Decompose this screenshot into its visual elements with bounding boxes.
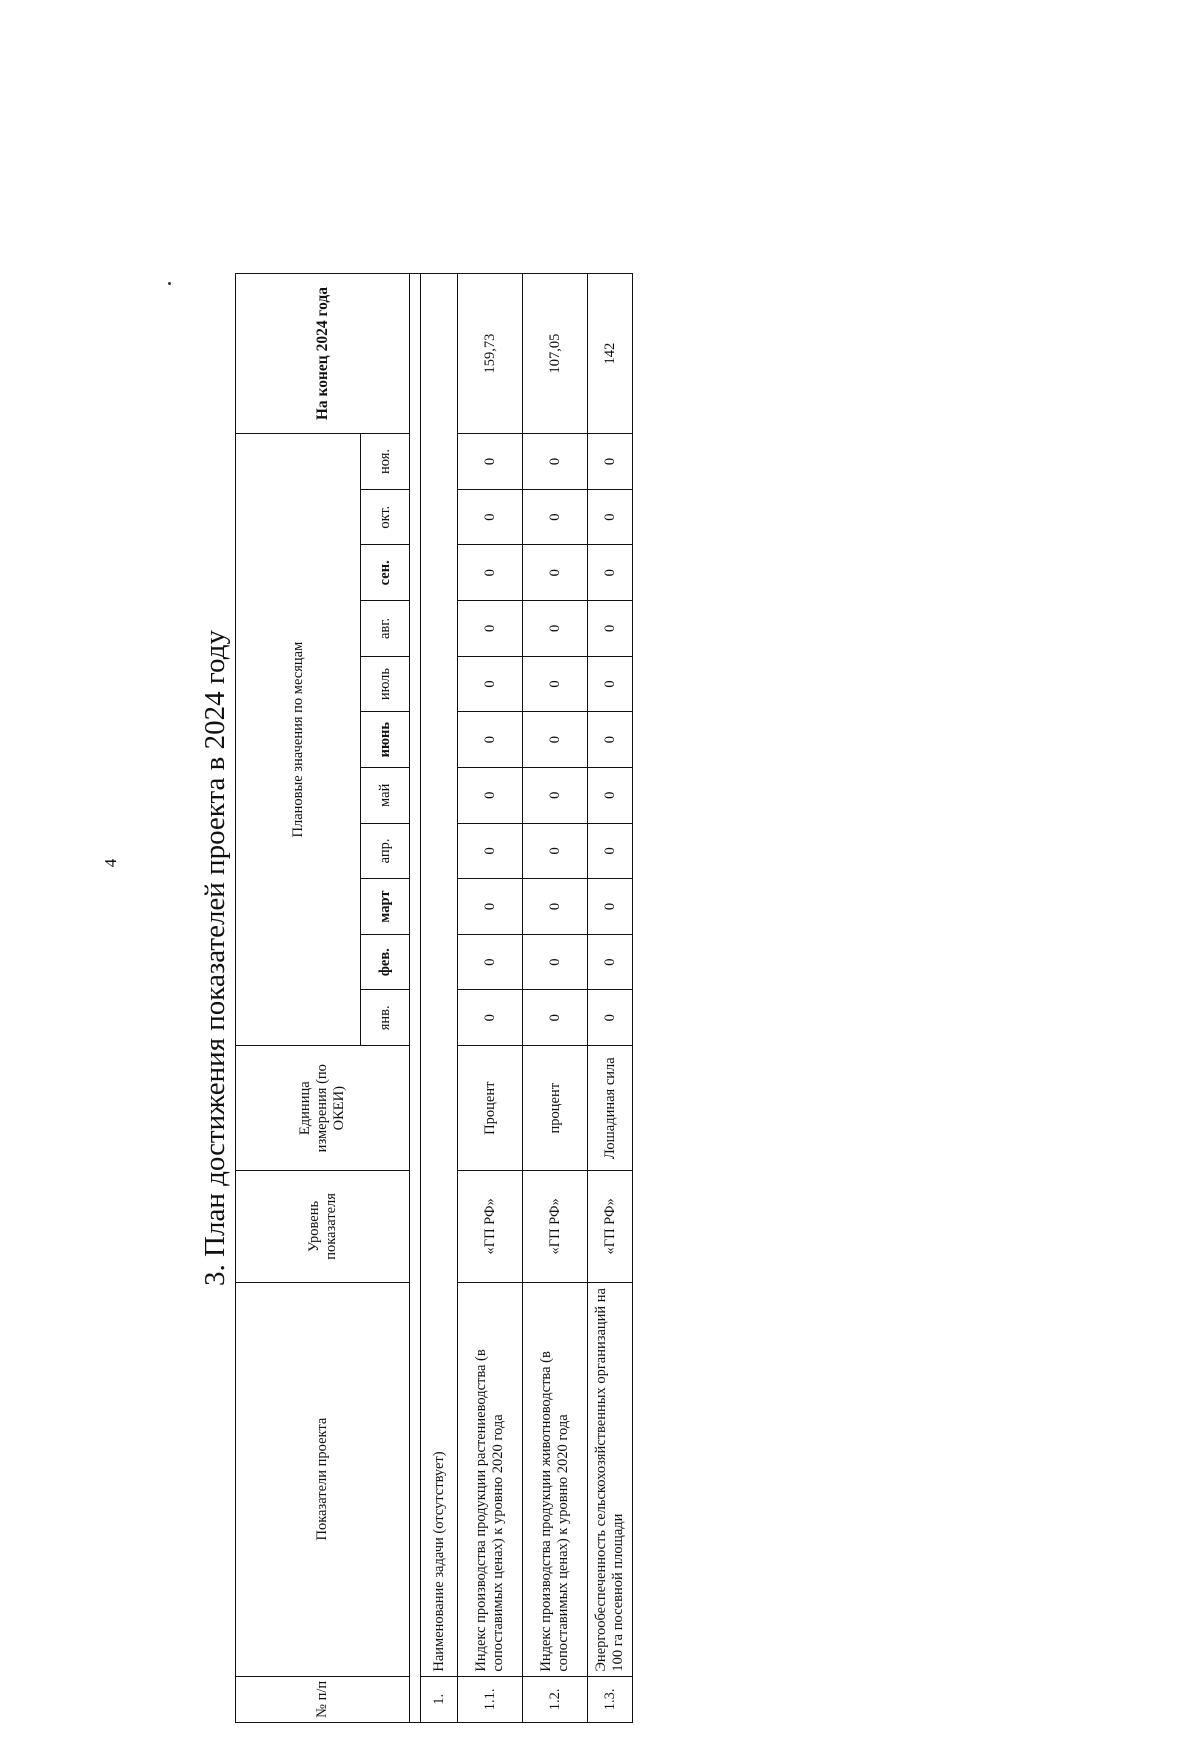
table-row (523, 274, 588, 1723)
separator-row (410, 274, 421, 1723)
row-final: 159,73 (458, 274, 523, 434)
row-month-value: 0 (523, 879, 588, 935)
header-row-main (236, 274, 361, 1723)
row-month-value: 0 (523, 767, 588, 823)
row-num: 1.1. (458, 1676, 523, 1722)
header-month: ноя. (361, 434, 410, 490)
row-month-value: 0 (588, 767, 633, 823)
header-month: янв. (361, 990, 410, 1046)
row-num: 1.2. (523, 1676, 588, 1722)
row-month-value: 0 (588, 712, 633, 768)
row-month-value: 0 (458, 767, 523, 823)
row-month-value: 0 (523, 934, 588, 990)
row-month-value: 0 (588, 990, 633, 1046)
row-month-value: 0 (588, 489, 633, 545)
task-row (421, 274, 458, 1723)
header-month: апр. (361, 823, 410, 879)
row-month-value: 0 (458, 990, 523, 1046)
row-month-value: 0 (523, 823, 588, 879)
row-month-value: 0 (588, 823, 633, 879)
header-month: июнь (361, 712, 410, 768)
page-number: 4 (101, 858, 120, 868)
row-month-value: 0 (523, 656, 588, 712)
row-month-value: 0 (523, 434, 588, 490)
row-month-value: 0 (523, 489, 588, 545)
task-num: 1. (421, 1676, 458, 1722)
row-month-value: 0 (458, 601, 523, 657)
task-label: Наименование задачи (отсутствует) (421, 274, 458, 1677)
header-unit: Единица измерения (по ОКЕИ) (236, 1046, 410, 1171)
row-month-value: 0 (458, 823, 523, 879)
page-title: 3. План достижения показателей проекта в 2024 году (199, 630, 231, 1286)
header-indicator: Показатели проекта (236, 1282, 410, 1676)
row-level: «ГП РФ» (523, 1171, 588, 1282)
row-unit: процент (523, 1046, 588, 1171)
header-month: фев. (361, 934, 410, 990)
table-row (588, 274, 633, 1723)
row-month-value: 0 (523, 712, 588, 768)
header-month: авг. (361, 601, 410, 657)
row-month-value: 0 (458, 879, 523, 935)
header-num: № п/п (236, 1676, 410, 1722)
row-final: 142 (588, 274, 633, 434)
header-month: март (361, 879, 410, 935)
header-month: сен. (361, 545, 410, 601)
row-month-value: 0 (458, 712, 523, 768)
row-indicator: Энергообеспеченность сельскохозяйственных организаций на 100 га посевной площади (588, 1282, 633, 1676)
row-num: 1.3. (588, 1676, 633, 1722)
rotated-content (195, 153, 626, 1763)
row-month-value: 0 (523, 990, 588, 1046)
indicators-plan-table (235, 273, 633, 1723)
header-month: июль (361, 656, 410, 712)
row-level: «ГП РФ» (588, 1171, 633, 1282)
row-month-value: 0 (458, 489, 523, 545)
row-indicator: Индекс производства продукции растениеводства (в сопоставимых ценах) к уровню 2020 года (458, 1282, 523, 1676)
row-month-value: 0 (458, 434, 523, 490)
row-final: 107,05 (523, 274, 588, 434)
row-month-value: 0 (523, 545, 588, 601)
row-month-value: 0 (588, 934, 633, 990)
row-month-value: 0 (588, 545, 633, 601)
row-month-value: 0 (588, 656, 633, 712)
row-level: «ГП РФ» (458, 1171, 523, 1282)
row-month-value: 0 (588, 879, 633, 935)
row-month-value: 0 (588, 434, 633, 490)
row-month-value: 0 (458, 934, 523, 990)
separator-cell (410, 274, 421, 1723)
row-unit: Лошадиная сила (588, 1046, 633, 1171)
header-level: Уровень показателя (236, 1171, 410, 1282)
header-monthly-group: Плановые значения по месяцам (236, 434, 361, 1046)
header-final: На конец 2024 года (236, 274, 410, 434)
row-indicator: Индекс производства продукции животноводства (в сопоставимых ценах) к уровню 2020 года (523, 1282, 588, 1676)
scan-speck (168, 282, 171, 285)
table-row (458, 274, 523, 1723)
row-month-value: 0 (588, 601, 633, 657)
row-month-value: 0 (458, 545, 523, 601)
row-month-value: 0 (458, 656, 523, 712)
header-month: май (361, 767, 410, 823)
header-month: окт. (361, 489, 410, 545)
row-month-value: 0 (523, 601, 588, 657)
row-unit: Процент (458, 1046, 523, 1171)
